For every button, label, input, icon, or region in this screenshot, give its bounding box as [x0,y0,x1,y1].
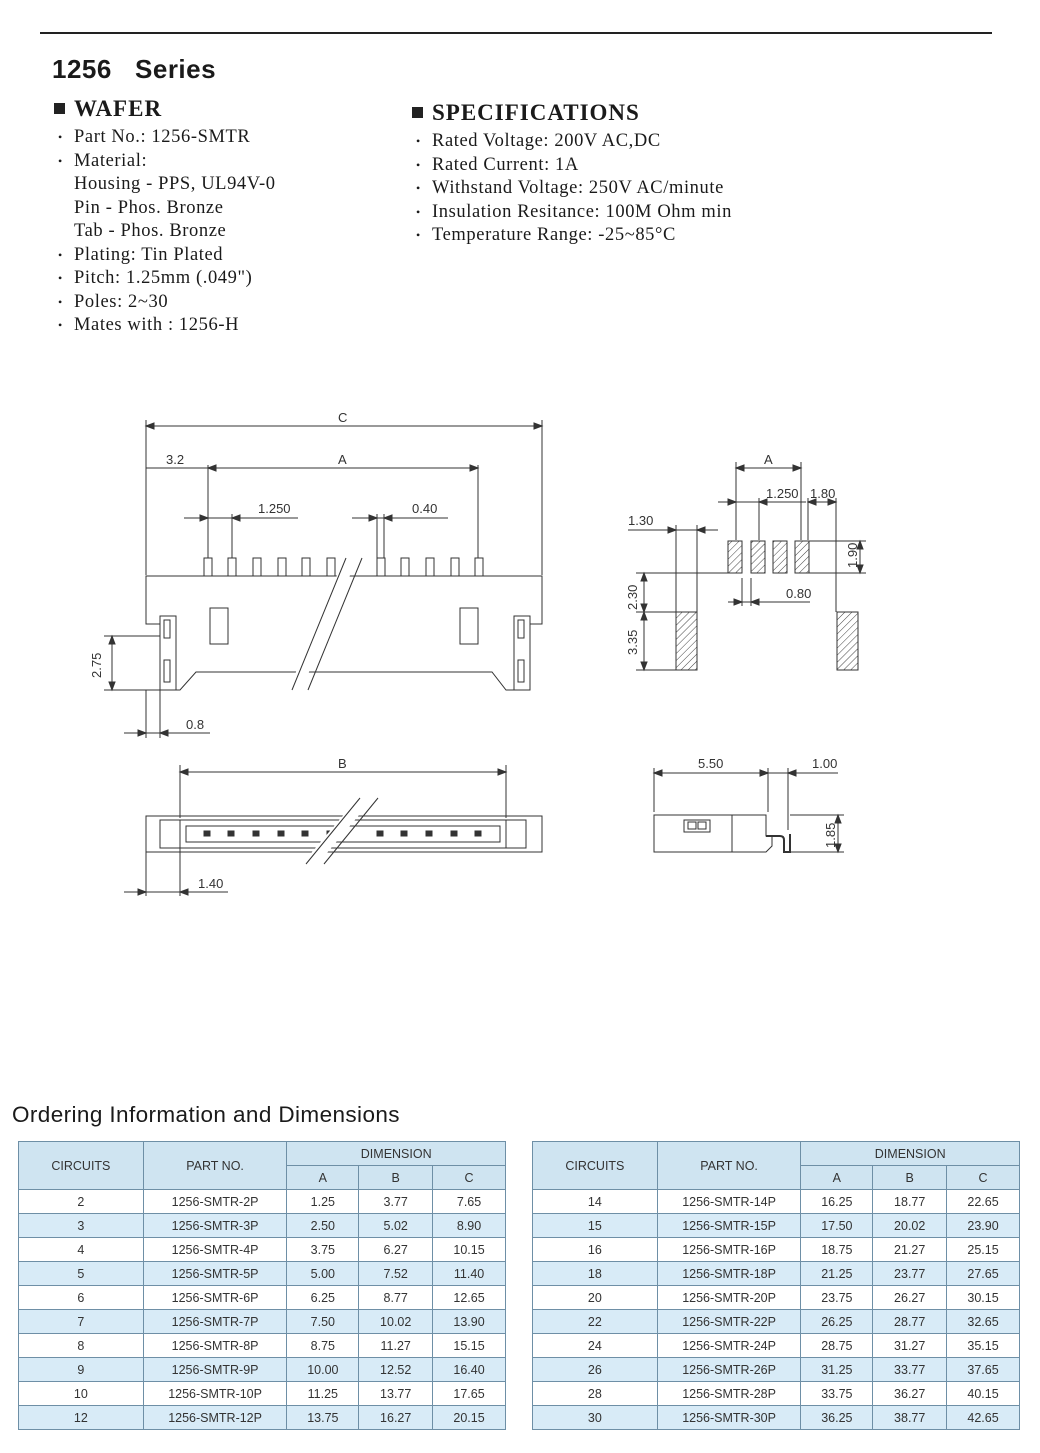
table-row [19,1286,506,1310]
pcb-dim-1-30-label: 1.30 [628,513,654,528]
pcb-dim-2-30-label: 2.30 [625,584,640,610]
dim-c-cell: 35.15 [947,1334,1020,1358]
part-no-cell: 1256-SMTR-30P [657,1406,801,1430]
wafer-item-text: Mates with : 1256-H [74,315,240,335]
part-no-cell: 1256-SMTR-9P [143,1358,287,1382]
table-row [533,1238,1020,1262]
spec-item-text: Rated Voltage: 200V AC,DC [432,131,661,151]
dim-a-cell: 3.75 [287,1238,359,1262]
dim-a-cell: 5.00 [287,1262,359,1286]
bullet-icon: • [58,294,63,309]
circuits-cell: 10 [19,1382,144,1406]
dim-c-cell: 12.65 [433,1286,506,1310]
part-no-cell: 1256-SMTR-7P [143,1310,287,1334]
part-no-cell: 1256-SMTR-18P [657,1262,801,1286]
dim-0-8-label: 0.8 [186,717,205,732]
square-bullet-icon [412,107,423,118]
bottom-view [124,756,542,896]
dim-2-75-label: 2.75 [89,652,104,678]
series-title: 1256 Series [52,54,217,84]
bullet-icon: • [416,157,421,172]
part-no-cell: 1256-SMTR-26P [657,1358,801,1382]
spec-item [410,224,732,248]
circuits-cell: 6 [19,1286,144,1310]
circuits-cell: 15 [533,1214,658,1238]
wafer-item [52,291,276,315]
part-no-cell: 1256-SMTR-5P [143,1262,287,1286]
spec-item-text: Withstand Voltage: 250V AC/minute [432,178,724,198]
part-no-header: PART NO. [143,1142,287,1190]
dim-a-header: A [801,1166,873,1190]
wafer-item [52,126,276,150]
dim-b-cell: 31.27 [873,1334,947,1358]
bullet-icon: • [416,134,421,148]
wafer-item [52,314,276,338]
bullet-icon: • [58,130,63,144]
circuits-cell: 26 [533,1358,658,1382]
dim-a-cell: 2.50 [287,1214,359,1238]
part-no-cell: 1256-SMTR-6P [143,1286,287,1310]
circuits-cell: 3 [19,1214,144,1238]
table-row [19,1358,506,1382]
wafer-sub-item: Housing - PPS, UL94V-0 [74,174,276,194]
dim-a-cell: 17.50 [801,1214,873,1238]
dim-b-cell: 10.02 [359,1310,433,1334]
dim-b-cell: 3.77 [359,1190,433,1214]
wafer-item-text: Plating: Tin Plated [74,244,224,265]
dim-c-cell: 20.15 [433,1406,506,1430]
dim-a-cell: 28.75 [801,1334,873,1358]
dim-c-cell: 42.65 [947,1406,1020,1430]
dimension-header: DIMENSION [287,1142,506,1166]
square-bullet-icon [54,103,65,114]
circuits-cell: 4 [19,1238,144,1262]
table-row [19,1262,506,1286]
wafer-item [52,244,276,268]
spec-item [410,130,732,154]
specifications-list [410,130,732,248]
dim-a-cell: 10.00 [287,1358,359,1382]
table-row [533,1334,1020,1358]
spec-item-text: Temperature Range: -25~85°C [432,225,676,245]
part-no-cell: 1256-SMTR-20P [657,1286,801,1310]
dim-c-header: C [433,1166,506,1190]
table-row [533,1262,1020,1286]
side-view [654,756,844,852]
dim-c-cell: 32.65 [947,1310,1020,1334]
dim-c-cell: 22.65 [947,1190,1020,1214]
circuits-cell: 9 [19,1358,144,1382]
wafer-item-text: Part No.: 1256-SMTR [74,127,251,147]
dim-a-cell: 26.25 [801,1310,873,1334]
bullet-icon: • [58,153,63,168]
dim-a-label: A [338,452,347,467]
dim-b-cell: 13.77 [359,1382,433,1406]
dim-c-cell: 17.65 [433,1382,506,1406]
circuits-cell: 8 [19,1334,144,1358]
circuits-header: CIRCUITS [19,1142,144,1190]
dim-a-cell: 33.75 [801,1382,873,1406]
front-view [89,410,542,738]
dim-b-header: B [359,1166,433,1190]
wafer-list [52,126,276,338]
dimension-table-right [532,1141,1020,1430]
dimension-table-left [18,1141,506,1430]
part-no-cell: 1256-SMTR-2P [143,1190,287,1214]
dim-c-cell: 16.40 [433,1358,506,1382]
dim-b-cell: 12.52 [359,1358,433,1382]
dim-a-cell: 21.25 [801,1262,873,1286]
wafer-sub-item: Tab - Phos. Bronze [74,221,227,241]
circuits-cell: 28 [533,1382,658,1406]
dim-a-cell: 18.75 [801,1238,873,1262]
dim-a-cell: 16.25 [801,1190,873,1214]
dim-c-cell: 23.90 [947,1214,1020,1238]
dim-b-cell: 7.52 [359,1262,433,1286]
pcb-dim-0-80-label: 0.80 [786,586,812,601]
circuits-cell: 12 [19,1406,144,1430]
part-no-cell: 1256-SMTR-28P [657,1382,801,1406]
pcb-dim-1-250-label: 1.250 [766,486,799,501]
dim-b-cell: 11.27 [359,1334,433,1358]
table-row [19,1406,506,1430]
spec-item-text: Rated Current: 1A [432,154,579,175]
dim-3-2-label: 3.2 [166,452,185,467]
wafer-item-text: Poles: 2~30 [74,291,169,312]
spec-item [410,177,732,201]
dim-b-cell: 28.77 [873,1310,947,1334]
dim-b-cell: 16.27 [359,1406,433,1430]
bullet-icon: • [58,247,63,262]
circuits-cell: 5 [19,1262,144,1286]
table-row [533,1214,1020,1238]
dim-b-header: B [873,1166,947,1190]
part-no-cell: 1256-SMTR-15P [657,1214,801,1238]
dim-c-label: C [338,410,348,425]
wafer-item [52,150,276,174]
circuits-cell: 30 [533,1406,658,1430]
table-row [19,1190,506,1214]
pcb-dim-a-label: A [764,452,773,467]
dim-c-cell: 40.15 [947,1382,1020,1406]
dim-b-cell: 36.27 [873,1382,947,1406]
dim-b-cell: 5.02 [359,1214,433,1238]
dim-c-header: C [947,1166,1020,1190]
dim-c-cell: 30.15 [947,1286,1020,1310]
circuits-cell: 16 [533,1238,658,1262]
wafer-item-text: Material: [74,150,148,171]
table-row [533,1310,1020,1334]
bullet-icon: • [416,228,421,242]
table-row [533,1382,1020,1406]
part-no-cell: 1256-SMTR-22P [657,1310,801,1334]
dim-b-cell: 33.77 [873,1358,947,1382]
circuits-header: CIRCUITS [533,1142,658,1190]
spec-item [410,201,732,225]
pcb-dim-1-80-label: 1.80 [810,486,836,501]
table-row [533,1358,1020,1382]
circuits-cell: 24 [533,1334,658,1358]
dim-c-cell: 27.65 [947,1262,1020,1286]
bullet-icon: • [416,204,421,219]
circuits-cell: 22 [533,1310,658,1334]
part-no-cell: 1256-SMTR-24P [657,1334,801,1358]
part-no-cell: 1256-SMTR-16P [657,1238,801,1262]
dim-a-cell: 36.25 [801,1406,873,1430]
part-no-cell: 1256-SMTR-8P [143,1334,287,1358]
dim-b-cell: 6.27 [359,1238,433,1262]
part-no-cell: 1256-SMTR-12P [143,1406,287,1430]
dim-c-cell: 15.15 [433,1334,506,1358]
dim-1-40-label: 1.40 [198,876,224,891]
dim-b-label: B [338,756,347,771]
part-no-cell: 1256-SMTR-3P [143,1214,287,1238]
bullet-icon: • [58,318,63,332]
dim-a-cell: 13.75 [287,1406,359,1430]
spec-item [410,154,732,178]
circuits-cell: 18 [533,1262,658,1286]
table-row [19,1238,506,1262]
dim-a-header: A [287,1166,359,1190]
dim-c-cell: 25.15 [947,1238,1020,1262]
part-no-cell: 1256-SMTR-14P [657,1190,801,1214]
part-no-header: PART NO. [657,1142,801,1190]
circuits-cell: 20 [533,1286,658,1310]
table-row [533,1406,1020,1430]
pcb-dim-1-90-label: 1.90 [845,542,860,568]
dim-a-cell: 8.75 [287,1334,359,1358]
side-dim-1-00-label: 1.00 [812,756,838,771]
dim-b-cell: 26.27 [873,1286,947,1310]
wafer-sub-item: Pin - Phos. Bronze [74,197,224,218]
wafer-heading-text: WAFER [74,96,163,121]
dim-c-cell: 10.15 [433,1238,506,1262]
dim-c-cell: 13.90 [433,1310,506,1334]
dim-1-250-label: 1.250 [258,501,291,516]
table-row [533,1190,1020,1214]
dim-b-cell: 23.77 [873,1262,947,1286]
ordering-title: Ordering Information and Dimensions [12,1102,400,1127]
dim-a-cell: 31.25 [801,1358,873,1382]
pcb-layout-view [625,452,866,670]
bullet-icon: • [58,271,63,285]
dim-b-cell: 8.77 [359,1286,433,1310]
table-row [533,1286,1020,1310]
wafer-item-text: Pitch: 1.25mm (.049") [74,268,253,288]
circuits-cell: 2 [19,1190,144,1214]
circuits-cell: 14 [533,1190,658,1214]
part-no-cell: 1256-SMTR-10P [143,1382,287,1406]
part-no-cell: 1256-SMTR-4P [143,1238,287,1262]
pcb-dim-3-35-label: 3.35 [625,629,640,655]
dim-c-cell: 37.65 [947,1358,1020,1382]
side-dim-5-50-label: 5.50 [698,756,724,771]
table-row [19,1214,506,1238]
dim-0-40-label: 0.40 [412,501,438,516]
dim-b-cell: 20.02 [873,1214,947,1238]
technical-drawing [0,395,1040,915]
specifications-heading-text: SPECIFICATIONS [432,100,640,125]
dim-a-cell: 23.75 [801,1286,873,1310]
wafer-heading [54,96,162,122]
dim-b-cell: 38.77 [873,1406,947,1430]
dim-c-cell: 8.90 [433,1214,506,1238]
side-dim-1-85-label: 1.85 [823,822,838,848]
wafer-item [52,267,276,291]
table-row [19,1310,506,1334]
dim-a-cell: 1.25 [287,1190,359,1214]
top-rule [40,32,992,34]
spec-item-text: Insulation Resitance: 100M Ohm min [432,201,732,222]
dim-c-cell: 11.40 [433,1262,506,1286]
dim-c-cell: 7.65 [433,1190,506,1214]
table-row [19,1334,506,1358]
dim-a-cell: 6.25 [287,1286,359,1310]
specifications-heading [412,100,640,126]
dimension-header: DIMENSION [801,1142,1020,1166]
dim-a-cell: 7.50 [287,1310,359,1334]
circuits-cell: 7 [19,1310,144,1334]
table-row [19,1382,506,1406]
dim-b-cell: 18.77 [873,1190,947,1214]
dim-a-cell: 11.25 [287,1382,359,1406]
bullet-icon: • [416,181,421,195]
dim-b-cell: 21.27 [873,1238,947,1262]
